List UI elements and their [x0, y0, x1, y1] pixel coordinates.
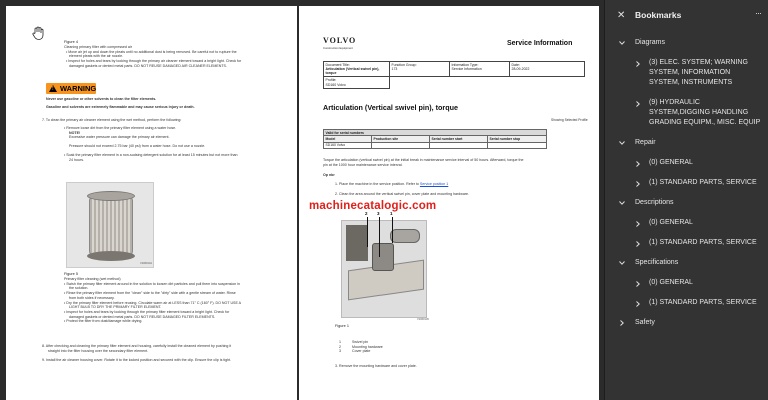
step-7: 7. To clean the primary air cleaner element using the wet method, perform the following:: [42, 118, 182, 122]
document-info-table: [323, 61, 585, 89]
serial-table-header: Valid for serial numbers: [324, 130, 547, 136]
figure5-line: damaged gaskets or dented metal parts. DO NOT REUSE DAMAGED FILTER ELEMENTS.: [69, 314, 216, 319]
photo-code: V1060144: [140, 262, 152, 265]
warning-label: WARNING: [60, 84, 97, 93]
watermark-text: machinecatalogic.com: [309, 200, 437, 212]
bookmark-hydraulic-system[interactable]: (9) HYDRAULIC SYSTEM,DIGGING HANDLING GRADING EQUIPM., MISC. EQUIP: [649, 99, 761, 126]
bookmark-repair-general[interactable]: (0) GENERAL: [649, 159, 693, 166]
step8-line: straight into the filter housing over the secondary filter element.: [48, 348, 149, 353]
wet-line: • Remove loose dirt from the primary filter element using a water hose.: [64, 126, 177, 130]
bookmark-elec-system[interactable]: (3) ELEC. SYSTEM; WARNING SYSTEM, INFORMATION SYSTEM, INSTRUMENTS: [649, 59, 748, 86]
serial-cell: [372, 142, 430, 148]
filter-photo: [66, 182, 154, 268]
doc-title-cell: Document Title: Articulation (Vertical swivel pin), torque: [324, 62, 390, 77]
note-label: NOTE!: [69, 130, 81, 135]
warning-badge: [46, 83, 96, 94]
filter-bottom-shape: [87, 251, 135, 261]
warning-triangle-icon: [49, 85, 57, 92]
articulation-photo: [341, 220, 427, 318]
chevron-right-icon[interactable]: [635, 101, 641, 107]
chevron-right-icon[interactable]: [635, 301, 641, 307]
wet-method-steps: [64, 126, 237, 162]
wet-line: Excessive water pressure can damage the primary air element.: [69, 135, 170, 140]
figure5-line: LIGHT BULB TO DRY THE PRIMARY FILTER ELEMENT.: [69, 305, 162, 310]
figure1-legend: [339, 340, 383, 354]
chevron-right-icon[interactable]: [635, 161, 641, 167]
profile-cell: Profile: SD160 Volvo: [324, 77, 390, 88]
callout-line: [367, 217, 368, 247]
body-line: pin at the 1000 hour maintenance service interval.: [323, 162, 403, 167]
step-8: [42, 344, 231, 353]
step-1: [335, 182, 448, 187]
serial-col-header: Serial number start: [430, 136, 488, 142]
chevron-down-icon[interactable]: [619, 260, 625, 266]
bookmark-specifications-general[interactable]: (0) GENERAL: [649, 279, 693, 286]
op-nbr-label: Op nbr: [323, 173, 335, 177]
figure5-line: • Dry the primary filter element before reusing. Circulate warm air at LESS than 71° C (160° F). DO NOT USE A: [64, 300, 242, 305]
close-icon[interactable]: ✕: [617, 10, 626, 21]
serial-cell: [430, 142, 488, 148]
art-code: V1060145: [417, 318, 429, 321]
step8-line: 8. After checking and cleaning the primary filter element and housing, carefully install the cleaned element by pushing it: [42, 344, 232, 348]
serial-col-header: Model: [324, 136, 372, 142]
callout-number: 2: [365, 211, 368, 216]
figure5-line: • Swish the primary filter element around in the solution to loosen dirt particles and pull them into suspension in: [64, 281, 241, 286]
warning-line: Never use gasoline or other solvents to clean the filter elements.: [46, 97, 157, 101]
figure4-line: damaged gaskets or dented metal parts. DO NOT REUSE DAMAGED AIR CLEANER ELEMENTS.: [69, 63, 227, 68]
cylinder-shape: [390, 229, 420, 243]
chevron-down-icon[interactable]: [619, 140, 625, 146]
service-position-link[interactable]: Service position 1: [419, 182, 449, 186]
bookmark-repair[interactable]: Repair: [635, 139, 656, 146]
chevron-down-icon[interactable]: [619, 40, 625, 46]
bookmark-specifications[interactable]: Specifications: [635, 259, 679, 266]
wet-line: • Soak the primary filter element in a non-sudsing detergent solution for at least 15 minutes but not more than: [64, 152, 238, 157]
bookmark-safety[interactable]: Safety: [635, 319, 655, 326]
bookmark-specifications-standard-parts[interactable]: (1) STANDARD PARTS, SERVICE: [649, 299, 757, 306]
step1-text: 1. Place the machine in the service position. Refer to: [335, 182, 420, 186]
figure5-label: Figure 5: [64, 272, 78, 276]
figure5-line: from both sides if necessary.: [69, 295, 115, 300]
brand-subtitle: Construction Equipment: [323, 46, 353, 50]
callout-line: [379, 217, 380, 257]
chevron-right-icon[interactable]: [635, 281, 641, 287]
figure5-line: Primary filter cleaning (wet method): [64, 277, 121, 281]
figure1-label: Figure 1: [335, 324, 349, 328]
figure5-line: • Inspect for holes and tears by looking through the primary filter element toward a bright light. Check for: [64, 309, 230, 314]
page-heading: Articulation (Vertical swivel pin), torque: [323, 103, 458, 112]
volvo-logo: VOLVO: [323, 36, 357, 45]
figure4-caption: [64, 45, 241, 69]
step-3: 3. Remove the mounting hardware and cover plate.: [335, 364, 417, 368]
body-paragraph: [323, 158, 524, 167]
wet-line: Pressure should not exceed 2.75 bar (40 psi) from a water hose. Do not use a nozzle.: [69, 144, 206, 149]
empty-cell: [390, 77, 585, 88]
figure4-line: element pleats with the air nozzle.: [69, 54, 124, 59]
figure5-line: • Rinse the primary filter element from the "clean" side to the "dirty" side with a gentle stream of water. Rinse: [64, 291, 236, 296]
service-info-title: Service Information: [507, 40, 573, 47]
bookmark-descriptions-standard-parts[interactable]: (1) STANDARD PARTS, SERVICE: [649, 239, 757, 246]
serial-cell: SD160 Volvo: [324, 142, 372, 148]
figure4-label: Figure 4: [64, 40, 78, 44]
figure4-line: • Move air jet up and down the pleats until no additional dust is being removed. Be careful not to rupture the: [66, 49, 237, 54]
figure4-line: • Inspect for holes and tears by looking through the primary air cleaner element toward a bright light. Check for: [66, 59, 242, 64]
pdf-page-left: [6, 6, 297, 400]
legend-item: 1 Swivel pin: [339, 340, 369, 344]
showing-profile-text: Showing Selected Profile: [551, 118, 588, 122]
bookmarks-panel: [604, 0, 768, 400]
serial-col-header: Production site: [372, 136, 430, 142]
figure4-line: Cleaning primary filter with compressed air: [64, 45, 132, 49]
bookmark-diagrams[interactable]: Diagrams: [635, 39, 665, 46]
callout-line: [392, 217, 393, 243]
chevron-down-icon[interactable]: [619, 200, 625, 206]
serial-cell: [488, 142, 547, 148]
chevron-right-icon[interactable]: [635, 241, 641, 247]
filter-top-shape: [87, 191, 135, 201]
bookmarks-title: Bookmarks: [635, 10, 682, 20]
step-2: 2. Clean the area around the vertical swivel pin, cover plate and mounting hardware.: [335, 192, 470, 196]
step-9: 9. Install the air cleaner housing cover. Rotate it to the locked position and secured with the clip. Ensure the clip is tight.: [42, 358, 232, 362]
callout-number: 3: [377, 211, 380, 216]
frame-shape: [346, 225, 368, 261]
info-type-cell: Information Type: Service Information: [450, 62, 510, 77]
callout-number: 1: [390, 211, 393, 216]
pdf-page-right: [299, 6, 599, 400]
bookmark-repair-standard-parts[interactable]: (1) STANDARD PARTS, SERVICE: [649, 179, 757, 186]
legend-item: 2 Mounting hardware: [339, 344, 383, 349]
serial-table: [323, 129, 547, 149]
more-options-icon[interactable]: ···: [755, 8, 761, 18]
chevron-right-icon[interactable]: [635, 181, 641, 187]
function-group-cell: Function Group: 173: [390, 62, 450, 77]
bookmarks-header: [605, 0, 768, 32]
bookmark-descriptions-general[interactable]: (0) GENERAL: [649, 219, 693, 226]
wet-line: 24 hours.: [69, 157, 84, 162]
body-line: Torque the articulation (vertical swivel pin) at the initial break in maintenance service interval of 50 hours. Afterward, torque the: [323, 158, 524, 162]
legend-item: 3 Cover plate: [339, 349, 371, 354]
swivel-pin-shape: [372, 243, 394, 271]
figure5-line: the solution.: [69, 286, 89, 291]
warning-line: Gasoline and solvents are extremely flammable and may cause serious injury or death.: [46, 105, 195, 109]
bookmark-descriptions[interactable]: Descriptions: [635, 199, 674, 206]
figure5-line: • Protect the filter from dust/damage while drying.: [64, 319, 143, 324]
chevron-right-icon[interactable]: [619, 320, 625, 326]
figure5-caption: [64, 277, 241, 324]
chevron-right-icon[interactable]: [635, 61, 641, 67]
date-cell: Date: 28-09-2022: [510, 62, 585, 77]
filter-element-shape: [89, 195, 133, 257]
chevron-right-icon[interactable]: [635, 221, 641, 227]
hand-tool-icon[interactable]: [32, 26, 44, 40]
serial-col-header: Serial number stop: [488, 136, 547, 142]
